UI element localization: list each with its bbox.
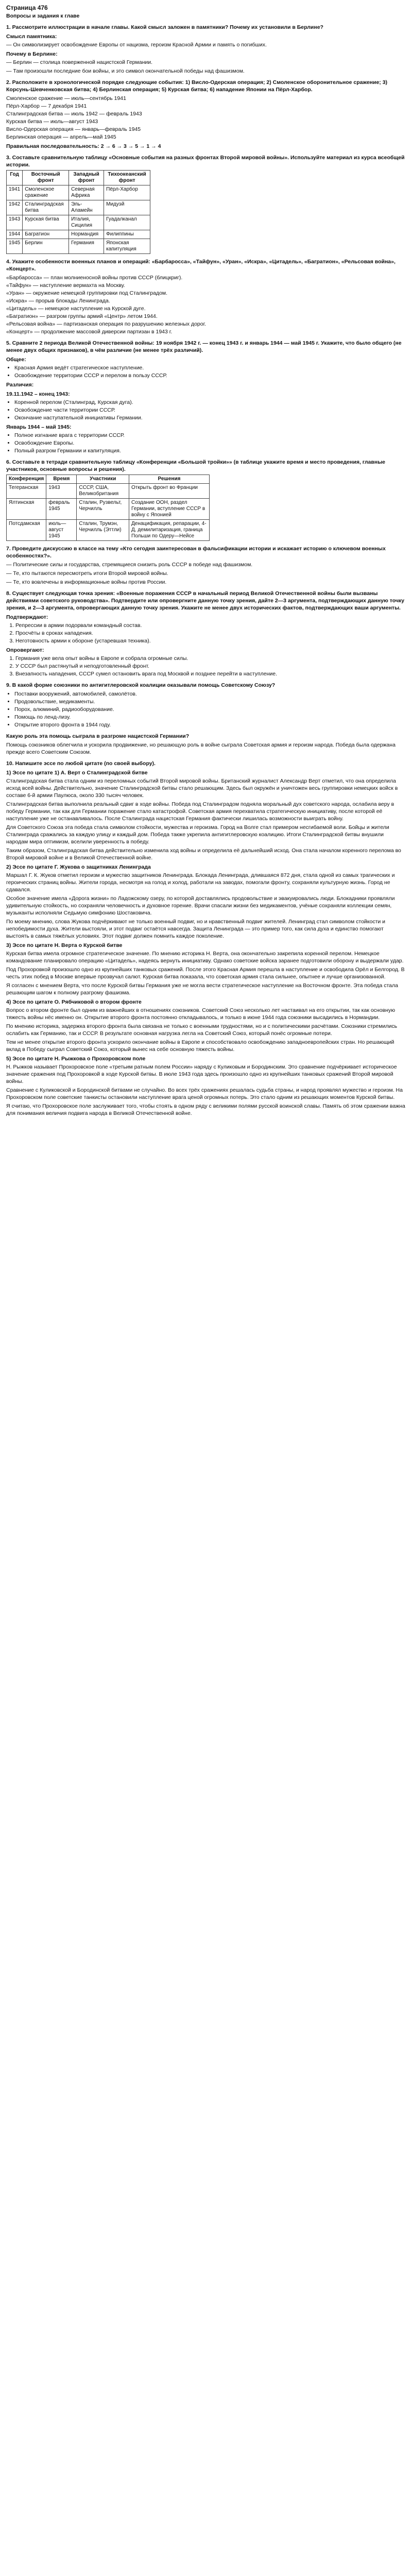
table-cell: Багратион <box>23 230 69 239</box>
answer-line: — Берлин — столица поверженной нацистской Германии. <box>6 59 153 65</box>
page <box>0 0 412 1117</box>
table-cell: Филиппины <box>104 230 150 239</box>
paragraph: Вопрос о втором фронте был одним из важнейших в отношениях союзников. Советский Союз несколько лет настаивал на его открытии, так как основную тяжесть войны нёс именно он. Открытие второго фронта постоянно откладывалось, и только в июне 1944 года союзники высадились в Нормандии. <box>6 1007 396 1021</box>
plan-line: «Уран» — окружение немецкой группировки под Сталинградом. <box>6 290 168 296</box>
list <box>6 399 406 421</box>
event-line: Смоленское сражение — июль—сентябрь 1941 <box>6 95 126 101</box>
table-header: Западный фронт <box>69 171 104 185</box>
paragraph: Сталинградская битва стала одним из переломных событий Второй мировой войны. Британский журналист Александр Верт отметил, что она определила исход всей войны. Действительно, значение Сталинградской битвы стало решающим. Здесь был окружён и уничтожен весь группировки немецких войск в составе 6-й армии Паулюса, около 330 тысяч человек. <box>6 778 398 799</box>
list-item: • Помощь по ленд-лизу. <box>14 714 406 721</box>
table-row <box>7 230 150 239</box>
paragraph: Маршал Г. К. Жуков отметил героизм и мужество защитников Ленинграда. Блокада Ленинграда, длившаяся 872 дня, стала одной из самых трагических и героических страниц войны. Жители города, несмотря на голод и холод, работали на заводах, помогали фронту, сохраняли культурную жизнь. Город не сдавался. <box>6 872 395 893</box>
section-title: Вопросы и задания к главе <box>6 13 80 19</box>
list-item: 1. Германия уже вела опыт войны в Европе и собрала огромные силы. <box>15 655 406 662</box>
table-cell: Германия <box>69 239 104 254</box>
table-cell: Нормандия <box>69 230 104 239</box>
subheading: Смысл памятника: <box>6 33 57 40</box>
table-row <box>7 185 150 200</box>
essay-title: 5) Эссе по цитате Н. Рыжкова о Прохоровском поле <box>6 1056 146 1062</box>
table-row <box>7 215 150 230</box>
table-cell: Мидуэй <box>104 200 150 215</box>
question-title: 10. Напишите эссе по любой цитате (по своей выбору). <box>6 760 156 767</box>
table-cell: июль—август 1945 <box>46 520 77 541</box>
table-cell: февраль 1945 <box>46 499 77 520</box>
question-title: 6. Составьте в тетради сравнительную таблицу «Конференции «Большой тройки»» (в таблице укажите время и место проведения, главные участников, основные вопросы и решения). <box>6 459 386 472</box>
answer-line: — Он символизирует освобождение Европы от нацизма, героизм Красной Армии и память о погибших. <box>6 42 267 48</box>
table-cell: Потсдамская <box>7 520 46 541</box>
plan-line: «Искра» — прорыв блокады Ленинграда. <box>6 298 110 304</box>
essay-5 <box>6 1055 406 1117</box>
question-title: 8. Существует следующая точка зрения: «Военные поражения СССР в начальный период Великой Отечественной войны были вызваны действиями советского руководства». Подтвердите или опровергните данную точку зрения, дайте 2—3 аргумента, подтверждающих данную точку зрения, и 2—3 аргумента, опровергающих данную точку зрения. Укажите не менее двух исторических фактов, подтверждающих ваши аргументы. <box>6 590 405 611</box>
list-item: 3. Внезапность нападения, СССР сумел остановить врага под Москвой и позднее перейти в наступление. <box>15 670 406 677</box>
table-cell: 1944 <box>7 230 23 239</box>
question-title: 3. Составьте сравнительную таблицу «Основные события на разных фронтах Второй мировой войны». Используйте материал из курса всеобщей истории. <box>6 155 405 168</box>
list-item: • Освобождение Европы. <box>14 439 406 447</box>
question-6 <box>6 459 406 541</box>
question-8 <box>6 590 406 677</box>
table-cell: 1943 <box>7 215 23 230</box>
essay-2 <box>6 863 406 940</box>
paragraph: Я согласен с мнением Верта, что после Курской битвы Германия уже не могла вести стратегическое наступление на Восточном фронте. Эта победа стала решающим шагом к полному разгрому фашизма. <box>6 982 398 996</box>
essay-title: 3) Эссе по цитате Н. Верта о Курской битве <box>6 942 123 948</box>
question-title: 7. Проведите дискуссию в классе на тему «Кто сегодня заинтересован в фальсификации истории и искажает историю о ключевом военных особенностях?». <box>6 546 386 559</box>
numbered-list <box>6 655 406 677</box>
essay-title: 2) Эссе по цитате Г. Жукова о защитниках Ленинграда <box>6 864 151 870</box>
table-header: Решения <box>129 475 210 484</box>
table-cell: Создание ООН, раздел Германии, вступление СССР в войну с Японией <box>129 499 210 520</box>
question-3 <box>6 154 406 254</box>
table-cell: Смоленское сражение <box>23 185 69 200</box>
table-row <box>7 520 210 541</box>
subheading: Различия: <box>6 382 34 388</box>
event-line: Курская битва — июль—август 1943 <box>6 118 98 125</box>
numbered-list <box>6 622 406 645</box>
page-number: Страница 476 <box>6 4 48 11</box>
list-item: • Коренной перелом (Сталинград, Курская дуга). <box>14 399 406 406</box>
table-cell: Тегеранская <box>7 484 46 499</box>
essay-title: 1) Эссе по цитате 1) А. Верт о Сталинградской битве <box>6 770 148 776</box>
table-cell: СССР, США, Великобритания <box>77 484 129 499</box>
table-row <box>7 200 150 215</box>
answer-line: — Политические силы и государства, стремящиеся снизить роль СССР в победе над фашизмом. <box>6 562 253 568</box>
list-item: • Окончание наступательной инициативы Германии. <box>14 414 406 421</box>
paragraph: Сравнение с Куликовской и Бородинской битвами не случайно. Во всех трёх сражениях решалась судьба страны, и народ проявлял мужество и героизм. На Прохоровском поле советские танкисты остановили наступление врага ценой огромных потерь. Это стало одним из решающих моментов Курской битвы. <box>6 1087 403 1100</box>
plan-line: «Барбаросса» — план молниеносной войны против СССР (блицкриг). <box>6 275 183 281</box>
table-cell: Сталин, Рузвельт, Черчилль <box>77 499 129 520</box>
table-cell: 1942 <box>7 200 23 215</box>
table-cell: 1945 <box>7 239 23 254</box>
plan-line: «Рельсовая война» — партизанская операция по разрушению железных дорог. <box>6 321 207 327</box>
plan-line: «Багратион» — разгром группы армий «Центр» летом 1944. <box>6 313 158 319</box>
table-cell: Сталин, Трумэн, Черчилль (Эттли) <box>77 520 129 541</box>
list-item: • Полный разгром Германии и капитуляция. <box>14 447 406 454</box>
question-5 <box>6 340 406 454</box>
table-cell: Ялтинская <box>7 499 46 520</box>
list-item: • Красная Армия ведёт стратегическое наступление. <box>14 364 406 371</box>
list <box>6 432 406 454</box>
question-10 <box>6 760 406 1117</box>
paragraph: По мнению историка, задержка второго фронта была связана не только с военными трудностями, но и с политическими расчётами. Союзники стремились ослабить как Германию, так и СССР. В результате основная нагрузка легла на Советский Союз, который понёс огромные потери. <box>6 1023 398 1037</box>
essay-3 <box>6 942 406 996</box>
answer-line: — Те, кто вовлечены в информационные войны против России. <box>6 579 167 585</box>
table-cell: Берлин <box>23 239 69 254</box>
table-header: Участники <box>77 475 129 484</box>
table-row <box>7 484 210 499</box>
subheading: Почему в Берлине: <box>6 51 58 57</box>
subheading: Январь 1944 – май 1945: <box>6 424 72 430</box>
table-header: Тихоокеанский фронт <box>104 171 150 185</box>
question-1 <box>6 24 406 75</box>
question-title: 1. Рассмотрите иллюстрации в начале главы. Какой смысл заложен в памятники? Почему их установили в Берлине? <box>6 24 323 30</box>
list-item: • Полное изгнание врага с территории СССР. <box>14 432 406 439</box>
answer-line: — Те, кто пытаются пересмотреть итоги Второй мировой войны. <box>6 570 168 577</box>
table-row <box>7 239 150 254</box>
event-line: Висло-Одерская операция — январь—февраль 1945 <box>6 126 141 132</box>
list-item: • Поставки вооружений, автомобилей, самолётов. <box>14 690 406 698</box>
paragraph: Н. Рыжков называет Прохоровское поле «третьим ратным полем России» наряду с Куликовым и Бородинским. Это сравнение подчёркивает историческое значение сражения под Прохоровкой в ходе Курской битвы. В июле 1943 года здесь произошло одно из крупнейших танковых сражений Второй мировой войны. <box>6 1064 397 1084</box>
answer: Правильная последовательность: 2 → 6 → 3 → 5 → 1 → 4 <box>6 143 161 149</box>
list-item: • Открытие второго фронта в 1944 году. <box>14 721 406 728</box>
table-header: Время <box>46 475 77 484</box>
question-title: 4. Укажите особенности военных планов и операций: «Барбаросса», «Тайфун», «Уран», «Искра», «Цитадель», «Багратион», «Рельсовая война», «Концерт». <box>6 259 396 272</box>
table-header: Восточный фронт <box>23 171 69 185</box>
subheading: Подтверждают: <box>6 614 48 620</box>
paragraph: Особое значение имела «Дорога жизни» по Ладожскому озеру, по которой доставлялись продовольствие и эвакуировались люди. Блокадники проявляли удивительную стойкость, но сохраняли человечность и духовное горение. Врачи спасали жизни без медикаментов, учёные сохраняли коллекции семян, музыканты исполняли Седьмую симфонию Шостаковича. <box>6 895 395 916</box>
question-4 <box>6 258 406 335</box>
list-item: • Порох, алюминий, радиооборудование. <box>14 706 406 713</box>
table-cell: Северная Африка <box>69 185 104 200</box>
table-cell: Японская капитуляция <box>104 239 150 254</box>
plan-line: «Цитадель» — немецкое наступление на Курской дуге. <box>6 306 146 312</box>
table-cell: Курская битва <box>23 215 69 230</box>
table-cell: Италия, Сицилия <box>69 215 104 230</box>
list <box>6 690 406 728</box>
question-title: Какую роль эта помощь сыграла в разгроме нацистской Германии? <box>6 733 190 739</box>
table-cell: Открыть фронт во Франции <box>129 484 210 499</box>
plan-line: «Концерт» — продолжение массовой диверсии партизан в 1943 г. <box>6 329 173 335</box>
paragraph: Для Советского Союза эта победа стала символом стойкости, мужества и героизма. Город на Волге стал примером несгибаемой воли. Бойцы и жители Сталинграда сражались за каждую улицу и каждый дом. Победа также укрепила антигитлеровскую коалицию. Итоги Сталинградской битвы внушили народам мира оптимизм, вселили уверенность в победу. <box>6 824 389 845</box>
list-item: • Освобождение территории СССР и перелом в пользу СССР. <box>14 372 406 379</box>
table-header-row <box>7 475 210 484</box>
table-cell: Гуадалканал <box>104 215 150 230</box>
question-7 <box>6 545 406 586</box>
subheading: Общее: <box>6 357 26 363</box>
table-cell: Пёрл-Харбор <box>104 185 150 200</box>
conferences-table <box>6 474 210 541</box>
table-row <box>7 499 210 520</box>
paragraph: Я считаю, что Прохоровское поле заслуживает того, чтобы стоять в одном ряду с великими полями русской воинской славы. Память об этом сражении важна для понимания величия подвига народа в Великой Отечественной войне. <box>6 1103 405 1116</box>
table-cell: Денацификация, репарации, 4-Д, демилитаризация, граница Польши по Одеру—Нейсе <box>129 520 210 541</box>
table-cell: 1941 <box>7 185 23 200</box>
paragraph: Тем не менее открытие второго фронта ускорило окончание войны в Европе и способствовало освобождению западноевропейских стран. Но решающий вклад в Победу сыграл Советский Союз, который вынес на себе основную тяжесть войны. <box>6 1039 394 1053</box>
question-title: 2. Расположите в хронологической порядке следующие события: 1) Висло-Одерская операция; 2) Смоленское оборонительное сражение; 3) Корсунь-Шевченковская битва; 4) Берлинская операция; 5) Курская битва; 6) нападение Японии на Пёрл-Харбор. <box>6 79 388 93</box>
table-cell: 1943 <box>46 484 77 499</box>
paragraph: Под Прохоровкой произошло одно из крупнейших танковых сражений. После этого Красная Армия перешла в наступление и освободила Орёл и Белгород. В честь этих побед в Москве впервые прозвучал салют. Курская битва показала, что советская армия стала сильнее, опытнее и лучше организованной. <box>6 967 405 980</box>
table-cell: Сталинградская битва <box>23 200 69 215</box>
table-header: Конференция <box>7 475 46 484</box>
table-header: Год <box>7 171 23 185</box>
essay-title: 4) Эссе по цитате О. Рябчиковой о втором фронте <box>6 999 142 1005</box>
list-item: • Продовольствие, медикаменты. <box>14 698 406 705</box>
list-item: 2. Просчёты в сроках нападения. <box>15 630 406 637</box>
table-cell: Эль-Аламейн <box>69 200 104 215</box>
essay-1 <box>6 769 406 861</box>
list-item: 1. Репрессии в армии подорвали командный состав. <box>15 622 406 629</box>
list-item: • Освобождение части территории СССР. <box>14 406 406 414</box>
paragraph: Сталинградская битва выполнила реальный сдвиг в ходе войны. Победа под Сталинградом подняла моральный дух советского народа, ослабила веру в победу Германии, так как для Германии поражение стало катастрофой. Советская армия перехватила стратегическую инициативу, после которой её наступление уже не останавливалось. После Сталинграда нацистская Германия фактически лишилась возможности выиграть войну. <box>6 801 394 822</box>
question-title: 9. В какой форме союзники по антигитлеровской коалиции оказывали помощь Советскому Союзу? <box>6 682 276 688</box>
answer-line: — Там произошли последние бои войны, и это символ окончательной победы над фашизмом. <box>6 68 245 74</box>
paragraph: Курская битва имела огромное стратегическое значение. По мнению историка Н. Верта, она окончательно закрепила коренной перелом. Немецкое командование планировало операцию «Цитадель», надеясь вернуть инициативу. Однако советские войска заранее подготовили оборону и выдержали удар. <box>6 951 404 964</box>
question-9 <box>6 682 406 756</box>
list-item: 3. Неготовность армии к обороне (устаревшая техника). <box>15 637 406 645</box>
subheading: 19.11.1942 – конец 1943: <box>6 391 70 397</box>
list <box>6 364 406 379</box>
list-item: 2. У СССР был растянутый и неподготовленный фронт. <box>15 663 406 670</box>
event-line: Берлинская операция — апрель—май 1945 <box>6 134 116 140</box>
paragraph: Таким образом, Сталинградская битва действительно изменила ход войны и определила её дальнейший исход. Она стала началом коренного перелома во Второй мировой войне и в Великой Отечественной войне. <box>6 848 401 861</box>
event-line: Сталинградская битва — июль 1942 — февраль 1943 <box>6 111 142 117</box>
plan-line: «Тайфун» — наступление вермахта на Москву. <box>6 282 125 289</box>
essay-4 <box>6 998 406 1053</box>
question-title: 5. Сравните 2 периода Великой Отечественной войны: 19 ноября 1942 г. — конец 1943 г. и январь 1944 — май 1945 г. Укажите, что было общего (не менее двух общих признаков), в чём различие (не менее трёх различий). <box>6 340 402 353</box>
paragraph: По моему мнению, слова Жукова подчёркивают не только военный подвиг, но и нравственный подвиг жителей. Ленинград стал символом стойкости и непобедимости духа. Жители выстояли, и этот подвиг остаётся навсегда. Защита Ленинграда — это пример того, как сила духа и единство помогают выстоять в самых тяжёлых условиях. Этот подвиг должен помнить каждое поколение. <box>6 919 386 939</box>
event-line: Пёрл-Харбор — 7 декабря 1941 <box>6 103 87 109</box>
question-2 <box>6 79 406 150</box>
subheading: Опровергают: <box>6 647 44 653</box>
table-header-row <box>7 171 150 185</box>
fronts-table <box>6 170 150 254</box>
paragraph: Помощь союзников облегчила и ускорила продвижение, но решающую роль в войне сыграла Советская армия и героизм народа. Победа была одержана прежде всего Советским Союзом. <box>6 742 396 755</box>
